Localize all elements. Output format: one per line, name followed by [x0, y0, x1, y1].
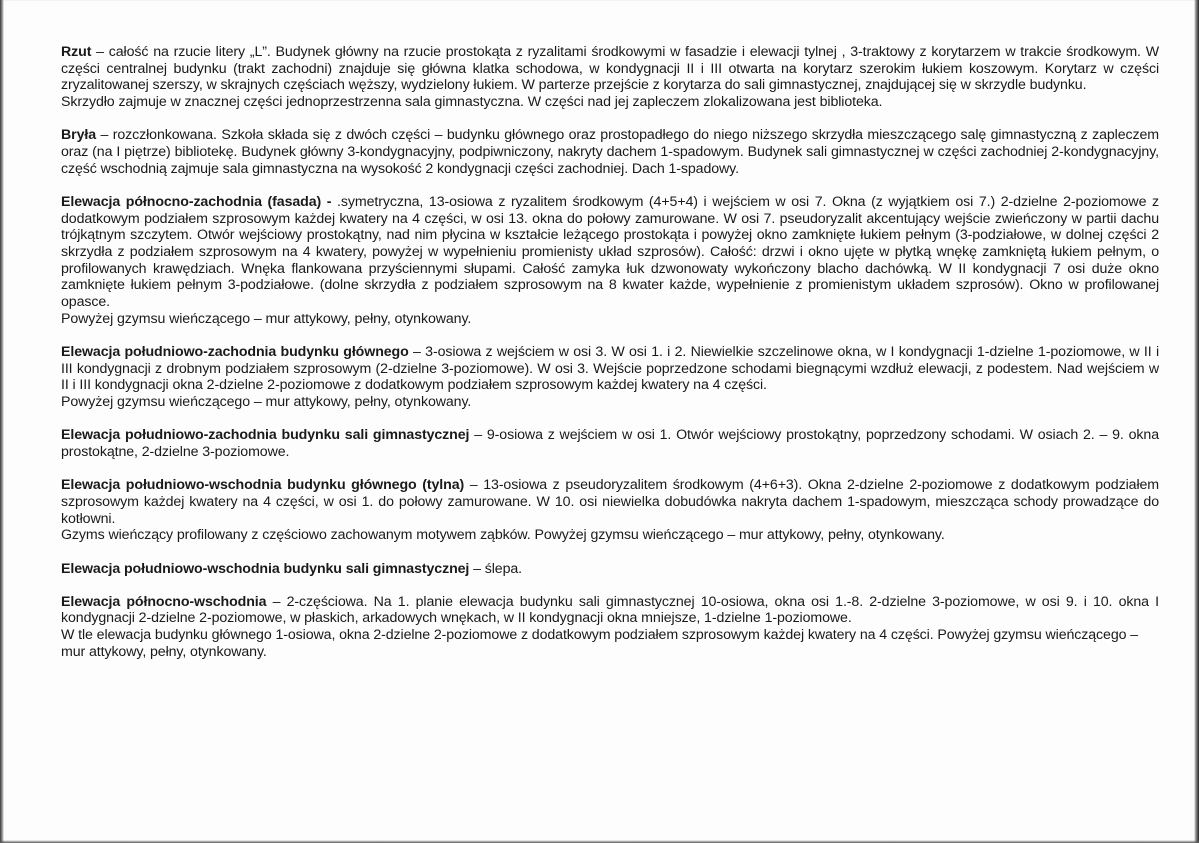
section-heading: Elewacja południowo-wschodnia budynku głównego (tylna): [61, 477, 465, 494]
section-continuation: Gzyms wieńczący profilowany z częściowo zachowanym motywem ząbków. Powyżej gzymsu wieńczącego – mur attykowy, pełny, otynkowany.: [61, 527, 945, 544]
section-text: .symetryczna, 13-osiowa z ryzalitem środkowym (4+5+4) i wejściem w osi 7. Okna (z wyjątkiem osi 7.) 2-dzielne 2-poziomowe z dodatkowym podziałem szprosowym każdej kwatery na 4 części, w osi 13. okna do połowy zamurowane. W osi 7. pseudoryzalit akcentujący wejście zwieńczony w partii dachu trójkątnym szczytem. Otwór wejściowy prostokątny, nad nim płycina w kształcie leżącego prostokąta i powyżej okno zamknięte łukiem pełnym (3-podziałowe, w dolnej części 2 skrzydła z podziałem szprosowym na 4 kwatery, powyżej w wypełnieniu promienisty układ szprosów). Całość: drzwi i okno ujęte w płytką wnękę zamkniętą łukiem pełnym, o profilowanych krawędziach. Wnęka flankowana przyściennymi słupami. Całość zamyka łuk dzwonowaty wykończony blacho dachówką. W II kondygnacji 7 osi duże okno zamknięte łukiem pełnym 3-podziałowe. (dolne skrzydła z podziałem szprosowym na 8 kwater każde, wypełnienie z promienistym układem szprosów). Okno w profilowanej opasce.: [61, 193, 1159, 311]
scan-edge-left: [0, 0, 4, 843]
section-text: – całość na rzucie litery „L”. Budynek główny na rzucie prostokąta z ryzalitami środkowymi w fasadzie i elewacji tylnej , 3-traktowy z korytarzem w trakcie środkowym. W części centralnej budynku (trakt zachodni) znajduje się główna klatka schodowa, w kondygnacji II i III otwarta na korytarz szerokim łukiem koszowym. Korytarz w części zryzalitowanej szerszy, w skrajnych częściach węższy, wydzielony łukiem. W parterze przejście z korytarza do sali gimnastycznej, znajdującej się w skrzydle budynku.: [61, 44, 1159, 94]
section-paragraph: [61, 427, 1159, 460]
section-paragraph: [61, 194, 1159, 311]
section-heading: Elewacja południowo-wschodnia budynku sali gimnastycznej: [61, 560, 470, 577]
section-continuation: Powyżej gzymsu wieńczącego – mur attykowy, pełny, otynkowany.: [61, 310, 472, 327]
section-heading: Elewacja północno-wschodnia: [61, 593, 267, 610]
section-rzut: [61, 44, 1159, 111]
section-text: – 3-osiowa z wejściem w osi 3. W osi 1. i 2. Niewielkie szczelinowe okna, w I kondygnacji 1-dzielne 1-poziomowe, w II i III kondygnacji z drobnym podziałem szprosowym (2-dzielne 3-poziomowe). W osi 3. Wejście poprzedzone schodami biegnącymi wzdłuż elewacji, z podestem. Nad wejściem w II i III kondygnacji okna 2-dzielne 2-poziomowe z dodatkowym podziałem szprosowym każdej kwatery na 4 części.: [61, 344, 1159, 394]
scan-edge-right: [1194, 0, 1199, 843]
section-elevation-north-east: [61, 594, 1159, 661]
section-text: – 13-osiowa z pseudoryzalitem środkowym (4+6+3). Okna 2-dzielne 2-poziomowe z dodatkowym podziałem szprosowym każdej kwatery na 4 części, w osi 1. do połowy zamurowane. W 10. osi niewielka dobudówka nakryta dachem 1-spadowym, mieszcząca schody prowadzące do kotłowni.: [61, 477, 1159, 527]
section-elevation-south-east-main: [61, 477, 1159, 544]
section-continuation: Skrzydło zajmuje w znacznej części jednoprzestrzenna sala gimnastyczna. W części nad jej zapleczem zlokalizowana jest biblioteka.: [61, 94, 883, 111]
section-text: – 9-osiowa z wejściem w osi 1. Otwór wejściowy prostokątny, poprzedzony schodami. W osiach 2. – 9. okna prostokątne, 2-dzielne 3-poziomowe.: [61, 427, 1159, 461]
section-paragraph: [61, 561, 1159, 578]
section-bryla: [61, 127, 1159, 177]
section-text: – 2-częściowa. Na 1. planie elewacja budynku sali gimnastycznej 10-osiowa, okna osi 1.-8. 2-dzielne 3-poziomowe, w osi 9. i 10. okna I kondygnacji 2-dzielne 2-poziomowe, w płaskich, arkadowych wnękach, w II kondygnacji okna mniejsze, 1-dzielne 1-poziomowe.: [61, 593, 1159, 627]
section-elevation-south-west-gym: [61, 427, 1159, 460]
section-heading: Bryła: [61, 127, 96, 144]
section-elevation-north-west: [61, 194, 1159, 328]
section-paragraph: [61, 594, 1159, 627]
section-continuation: Powyżej gzymsu wieńczącego – mur attykowy, pełny, otynkowany.: [61, 394, 472, 411]
section-heading: Elewacja południowo-zachodnia budynku głównego: [61, 344, 409, 361]
section-elevation-south-west-main: [61, 344, 1159, 411]
section-continuation: W tle elewacja budynku głównego 1-osiowa, okna 2-dzielne 2-poziomowe z dodatkowym podziałem szprosowym każdej kwatery na 4 części. Powyżej gzymsu wieńczącego – mur attykowy, pełny, otynkowany.: [61, 627, 1139, 660]
section-elevation-south-east-gym: [61, 561, 1159, 578]
section-paragraph: [61, 344, 1159, 394]
section-text: – ślepa.: [469, 560, 523, 577]
section-paragraph: [61, 44, 1159, 94]
section-paragraph: [61, 127, 1159, 177]
section-paragraph: [61, 477, 1159, 527]
section-text: – rozczłonkowana. Szkoła składa się z dwóch części – budynku głównego oraz prostopadłego do niego niższego skrzydła mieszczącego salę gimnastyczną z zapleczem oraz (na I piętrze) bibliotekę. Budynek główny 3-kondygnacyjny, podpiwniczony, nakryty dachem 1-spadowym. Budynek sali gimnastycznej w części zachodniej 2-kondygnacyjny, część wschodnią zajmuje sala gimnastyczna na wysokość 2 kondygnacji części zachodniej. Dach 1-spadowy.: [61, 127, 1159, 177]
section-heading: Rzut: [61, 44, 92, 60]
section-heading: Elewacja południowo-zachodnia budynku sali gimnastycznej: [61, 427, 470, 444]
section-heading: Elewacja północno-zachodnia (fasada) -: [61, 193, 332, 210]
document-body: [61, 44, 1159, 677]
